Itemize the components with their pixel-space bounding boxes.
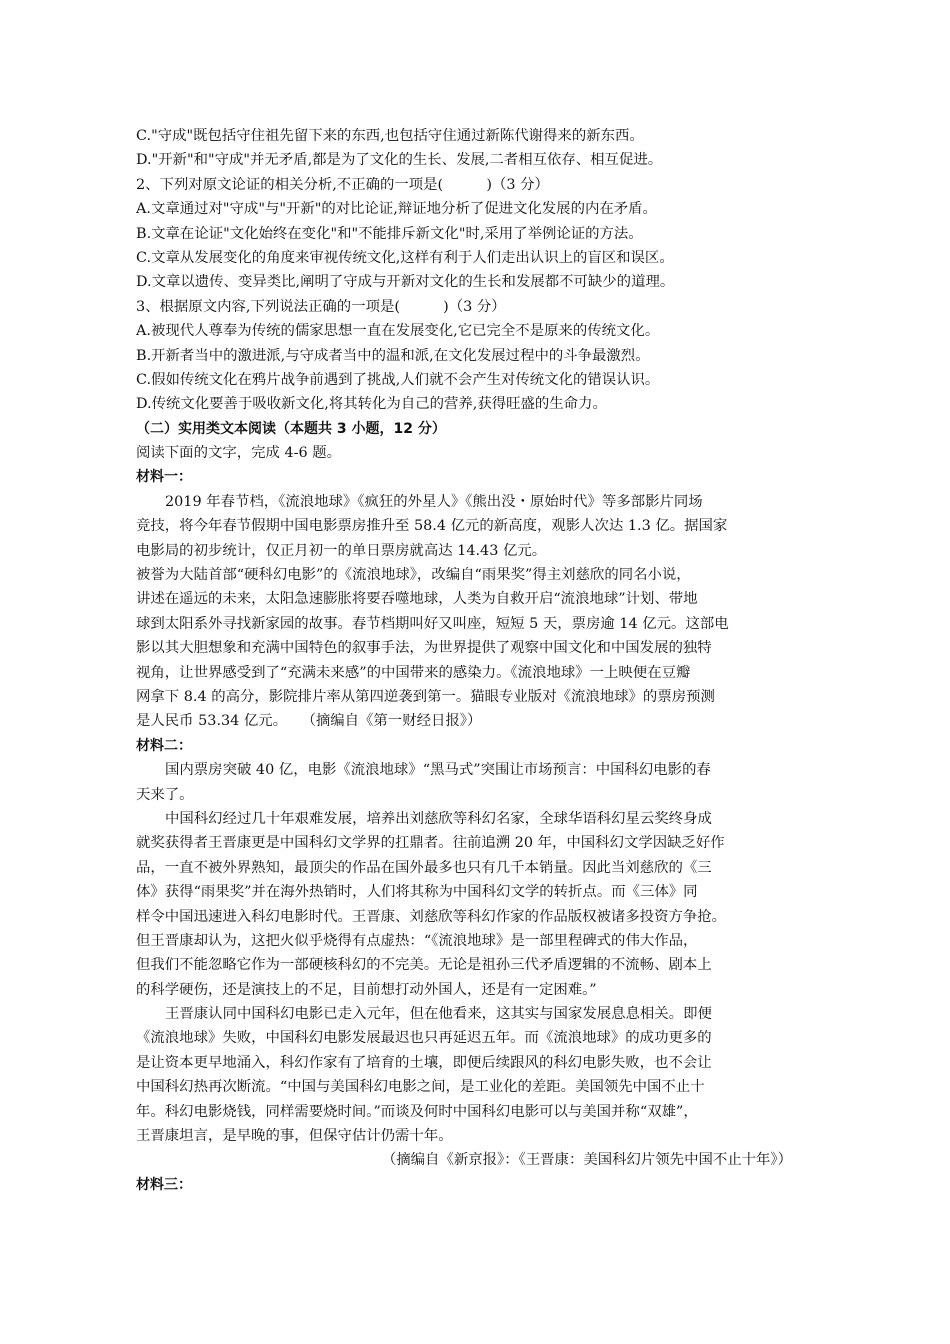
- text-line: D.传统文化要善于吸收新文化,将其转化为自己的营养,获得旺盛的生命力。: [136, 396, 607, 413]
- section-heading: 材料一：: [136, 469, 192, 486]
- text-line: 中国科幻热再次断流。“中国与美国科幻电影之间，是工业化的差距。美国领先中国不止十: [136, 1079, 705, 1096]
- text-line: B.开新者当中的激进派,与守成者当中的温和派,在文化发展过程中的斗争最激烈。: [136, 347, 650, 364]
- section-heading: 材料二：: [136, 737, 192, 754]
- text-line: 3、根据原文内容,下列说法正确的一项是( )（3 分）: [136, 298, 506, 315]
- text-line: 品，一直不被外界熟知，最顶尖的作品在国外最多也只有几千本销量。因此当刘慈欣的《三: [136, 859, 712, 876]
- text-line: A.文章通过对"守成"与"开新"的对比论证,辩证地分析了促进文化发展的内在矛盾。: [136, 201, 657, 218]
- text-line: 视角，让世界感受到了“充满未来感”的中国带来的感染力。《流浪地球》一上映便在豆瓣: [136, 664, 691, 681]
- source-citation: （摘编自《新京报》：《王晋康：美国科幻片领先中国不止十年》）: [381, 1152, 792, 1169]
- text-line: 电影局的初步统计，仅正月初一的单日票房就高达 14.43 亿元。: [136, 542, 547, 559]
- text-line: 体》获得“雨果奖”并在海外热销时，人们将其称为中国科幻文学的转折点。而《三体》同: [136, 884, 698, 901]
- text-line: 被誉为大陆首部“硬科幻电影”的《流浪地球》，改编自“雨果奖”得主刘慈欣的同名小说，: [136, 567, 691, 584]
- text-line: 王晋康坦言，是早晚的事，但保守估计仍需十年。: [136, 1128, 453, 1145]
- text-line: 就奖获得者王晋康更是中国科幻文学界的扛鼎者。往前追溯 20 年，中国科幻文学因缺乏好作: [136, 835, 725, 852]
- text-line: 影以其大胆想象和充满中国特色的叙事手法，为世界提供了观察中国文化和中国发展的独特: [136, 640, 712, 657]
- text-line: A.被现代人尊奉为传统的儒家思想一直在发展变化,它已完全不是原来的传统文化。: [136, 323, 660, 340]
- text-line: 2019 年春节档，《流浪地球》《疯狂的外星人》《熊出没・原始时代》等多部影片同场: [165, 493, 703, 510]
- text-line: 是人民币 53.34 亿元。 （摘编自《第一财经日报》）: [136, 713, 482, 730]
- text-line: 网拿下 8.4 的高分，影院排片率从第四逆袭到第一。猫眼专业版对《流浪地球》的票房预测: [136, 688, 715, 705]
- text-line: D."开新"和"守成"并无矛盾,都是为了文化的生长、发展,二者相互依存、相互促进。: [136, 152, 663, 169]
- text-line: 球到太阳系外寻找新家园的故事。春节档期叫好又叫座，短短 5 天，票房逾 14 亿元。这部电: [136, 615, 729, 632]
- text-line: 年。科幻电影烧钱，同样需要烧时间。”而谈及何时中国科幻电影可以与美国并称“双雄”，: [136, 1103, 698, 1120]
- document-body: [136, 124, 802, 1197]
- text-line: 但我们不能忽略它作为一部硬核科幻的不完美。无论是祖孙三代矛盾逻辑的不流畅、剧本上: [136, 957, 712, 974]
- text-line: C.假如传统文化在鸦片战争前遇到了挑战,人们就不会产生对传统文化的错误认识。: [136, 371, 660, 388]
- text-line: 王晋康认同中国科幻电影已走入元年，但在他看来，这其实与国家发展息息相关。即便: [165, 1006, 712, 1023]
- text-line: 但王晋康却认为，这把火似乎烧得有点虚热：“《流浪地球》是一部里程碑式的伟大作品，: [136, 932, 698, 949]
- text-line: C."守成"既包括守住祖先留下来的东西,也包括守住通过新陈代谢得来的新东西。: [136, 128, 644, 144]
- text-line: 2、下列对原文论证的相关分析,不正确的一项是( )（3 分）: [136, 176, 549, 193]
- text-line: 国内票房突破 40 亿，电影《流浪地球》“黑马式”突围让市场预言：中国科幻电影的春: [165, 762, 711, 779]
- text-line: 是让资本更早地涌入，科幻作家有了培育的土壤，即便后续跟风的科幻电影失败，也不会让: [136, 1054, 712, 1071]
- section-heading: 材料三：: [136, 1176, 192, 1193]
- text-line: 讲述在遥远的未来，太阳急速膨胀将要吞噬地球，人类为自救开启“流浪地球”计划、带地: [136, 591, 698, 608]
- text-line: 竞技，将今年春节假期中国电影票房推升至 58.4 亿元的新高度，观影人次达 1.3 亿。据国家: [136, 518, 728, 535]
- text-line: 的科学硬伤，还是演技上的不足，目前想打动外国人，还是有一定困难。”: [136, 981, 597, 998]
- text-line: B.文章在论证"文化始终在变化"和"不能排斥新文化"时,采用了举例论证的方法。: [136, 225, 643, 242]
- text-line: 天来了。: [136, 786, 194, 803]
- text-line: C.文章从发展变化的角度来审视传统文化,这样有利于人们走出认识上的盲区和误区。: [136, 249, 674, 266]
- text-line: D.文章以遗传、变异类比,阐明了守成与开新对文化的生长和发展都不可缺少的道理。: [136, 274, 675, 291]
- text-line: 中国科幻经过几十年艰难发展，培养出刘慈欣等科幻名家，全球华语科幻星云奖终身成: [165, 810, 712, 827]
- text-line: 样令中国迅速进入科幻电影时代。王晋康、刘慈欣等科幻作家的作品版权被诸多投资方争抢。: [136, 908, 727, 925]
- text-line: 阅读下面的文字，完成 4-6 题。: [136, 445, 342, 462]
- text-line: 《流浪地球》失败，中国科幻电影发展最迟也只再延迟五年。而《流浪地球》的成功更多的: [136, 1030, 712, 1047]
- section-heading: （二）实用类文本阅读（本题共 3 小题，12 分）: [136, 420, 446, 437]
